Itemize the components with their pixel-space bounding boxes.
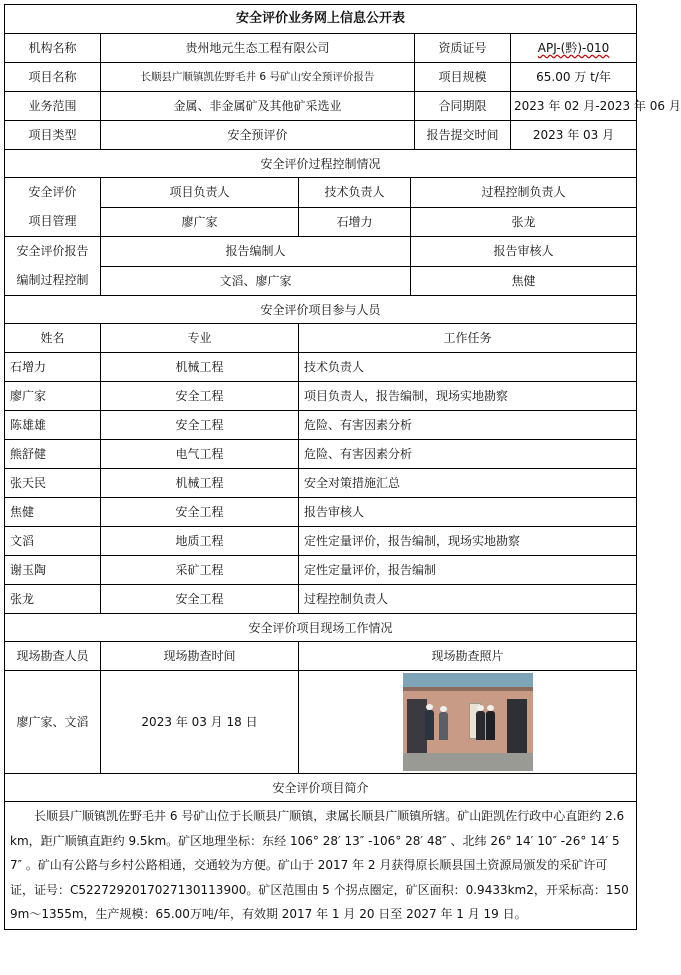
cert-value: [511, 34, 637, 63]
staff-major: 机械工程: [101, 353, 299, 382]
scope-value: 金属、非金属矿及其他矿采选业: [101, 92, 415, 121]
site-section-title: 安全评价项目现场工作情况: [5, 614, 637, 642]
staff-major: 安全工程: [101, 498, 299, 527]
val-project-lead: 廖广家: [101, 207, 299, 237]
intro-section-title: 安全评价项目简介: [5, 774, 637, 802]
staff-major: 安全工程: [101, 382, 299, 411]
site-photo-cell: [299, 671, 637, 774]
period-label: 合同期限: [415, 92, 511, 121]
mgmt-label: [5, 178, 101, 237]
staff-major: 安全工程: [101, 585, 299, 614]
val-tech-lead: 石增力: [299, 207, 411, 237]
staff-name: 熊舒健: [5, 440, 101, 469]
table-row: [5, 556, 637, 585]
table-row: [5, 469, 637, 498]
staff-name: 张龙: [5, 585, 101, 614]
type-value: 安全预评价: [101, 121, 415, 150]
staff-header-task: 工作任务: [299, 324, 637, 353]
staff-name: 焦健: [5, 498, 101, 527]
col-report-reviewer: 报告审核人: [411, 237, 637, 267]
info-disclosure-sheet: [4, 4, 681, 930]
intro-text-cell: [5, 802, 637, 930]
period-value: 2023 年 02 月-2023 年 06 月: [511, 92, 637, 121]
table-title: 安全评价业务网上信息公开表: [5, 5, 637, 34]
staff-name: 廖广家: [5, 382, 101, 411]
report-ctrl-label-line2: 编制过程控制: [16, 273, 89, 287]
col-project-lead: 项目负责人: [101, 178, 299, 208]
project-name-value: 长顺县广顺镇凯佐野毛井 6 号矿山安全预评价报告: [101, 63, 415, 92]
table-row: [5, 585, 637, 614]
staff-name: 张天民: [5, 469, 101, 498]
site-header-date: 现场勘查时间: [101, 642, 299, 671]
org-value: 贵州地元生态工程有限公司: [101, 34, 415, 63]
scale-value: 65.00 万 t/年: [511, 63, 637, 92]
site-photo: [403, 673, 533, 771]
staff-name: 文滔: [5, 527, 101, 556]
staff-header-major: 专业: [101, 324, 299, 353]
col-tech-lead: 技术负责人: [299, 178, 411, 208]
val-report-reviewer: 焦健: [411, 266, 637, 296]
site-date: 2023 年 03 月 18 日: [101, 671, 299, 774]
staff-name: 陈雄雄: [5, 411, 101, 440]
val-process-ctrl: 张龙: [411, 207, 637, 237]
staff-major: 安全工程: [101, 411, 299, 440]
cert-value-text: APJ-(黔)-010: [537, 41, 610, 55]
submit-label: 报告提交时间: [415, 121, 511, 150]
table-row: [5, 440, 637, 469]
table-row: [5, 527, 637, 556]
staff-section-title: 安全评价项目参与人员: [5, 296, 637, 324]
staff-task: 项目负责人，报告编制，现场实地勘察: [299, 382, 637, 411]
staff-task: 定性定量评价，报告编制，现场实地勘察: [299, 527, 637, 556]
table-row: [5, 498, 637, 527]
staff-major: 地质工程: [101, 527, 299, 556]
org-label: 机构名称: [5, 34, 101, 63]
staff-name: 谢玉陶: [5, 556, 101, 585]
report-ctrl-label-line1: 安全评价报告: [16, 244, 89, 258]
type-label: 项目类型: [5, 121, 101, 150]
report-ctrl-label: [5, 237, 101, 296]
col-report-author: 报告编制人: [101, 237, 411, 267]
submit-value: 2023 年 03 月: [511, 121, 637, 150]
intro-text: 长顺县广顺镇凯佐野毛井 6 号矿山位于长顺县广顺镇，隶属长顺县广顺镇所辖。矿山距凯佐行政中心直距约 2.6km，距广顺镇直距约 9.5km。矿区地理坐标：东经 106° 28′ 13″ -106° 28′ 48″ 、北纬 26° 14′ 10″ -26° 14′ 57″ 。矿山有公路与乡村公路相通，交通较为方便。矿山于 2017 年 2 月获得原长顺县国土资源局颁发的采矿许可证，证号：C5227292017027130113900。矿区范围由 5 个拐点圈定，矿区面积：0.9433km2，开采标高：1509m～1355m，生产规模：65.00万吨/年，有效期 2017 年 1 月 20 日至 2027 年 1 月 19 日。: [10, 809, 629, 921]
site-header-people: 现场勘查人员: [5, 642, 101, 671]
table-row: [5, 382, 637, 411]
staff-major: 电气工程: [101, 440, 299, 469]
col-process-ctrl: 过程控制负责人: [411, 178, 637, 208]
cert-label: 资质证号: [415, 34, 511, 63]
process-section-title: 安全评价过程控制情况: [5, 150, 637, 178]
staff-task: 报告审核人: [299, 498, 637, 527]
staff-major: 机械工程: [101, 469, 299, 498]
staff-task: 危险、有害因素分析: [299, 440, 637, 469]
val-report-author: 文滔、廖广家: [101, 266, 411, 296]
site-header-photo: 现场勘查照片: [299, 642, 637, 671]
staff-header-name: 姓名: [5, 324, 101, 353]
mgmt-label-line1: 安全评价: [28, 185, 77, 199]
site-people: 廖广家、文滔: [5, 671, 101, 774]
staff-name: 石增力: [5, 353, 101, 382]
disclosure-table: [4, 4, 681, 930]
staff-task: 过程控制负责人: [299, 585, 637, 614]
staff-task: 安全对策措施汇总: [299, 469, 637, 498]
scope-label: 业务范围: [5, 92, 101, 121]
scale-label: 项目规模: [415, 63, 511, 92]
staff-task: 技术负责人: [299, 353, 637, 382]
staff-major: 采矿工程: [101, 556, 299, 585]
table-row: [5, 411, 637, 440]
table-row: [5, 353, 637, 382]
staff-task: 定性定量评价，报告编制: [299, 556, 637, 585]
staff-task: 危险、有害因素分析: [299, 411, 637, 440]
mgmt-label-line2: 项目管理: [28, 214, 77, 228]
project-name-label: 项目名称: [5, 63, 101, 92]
